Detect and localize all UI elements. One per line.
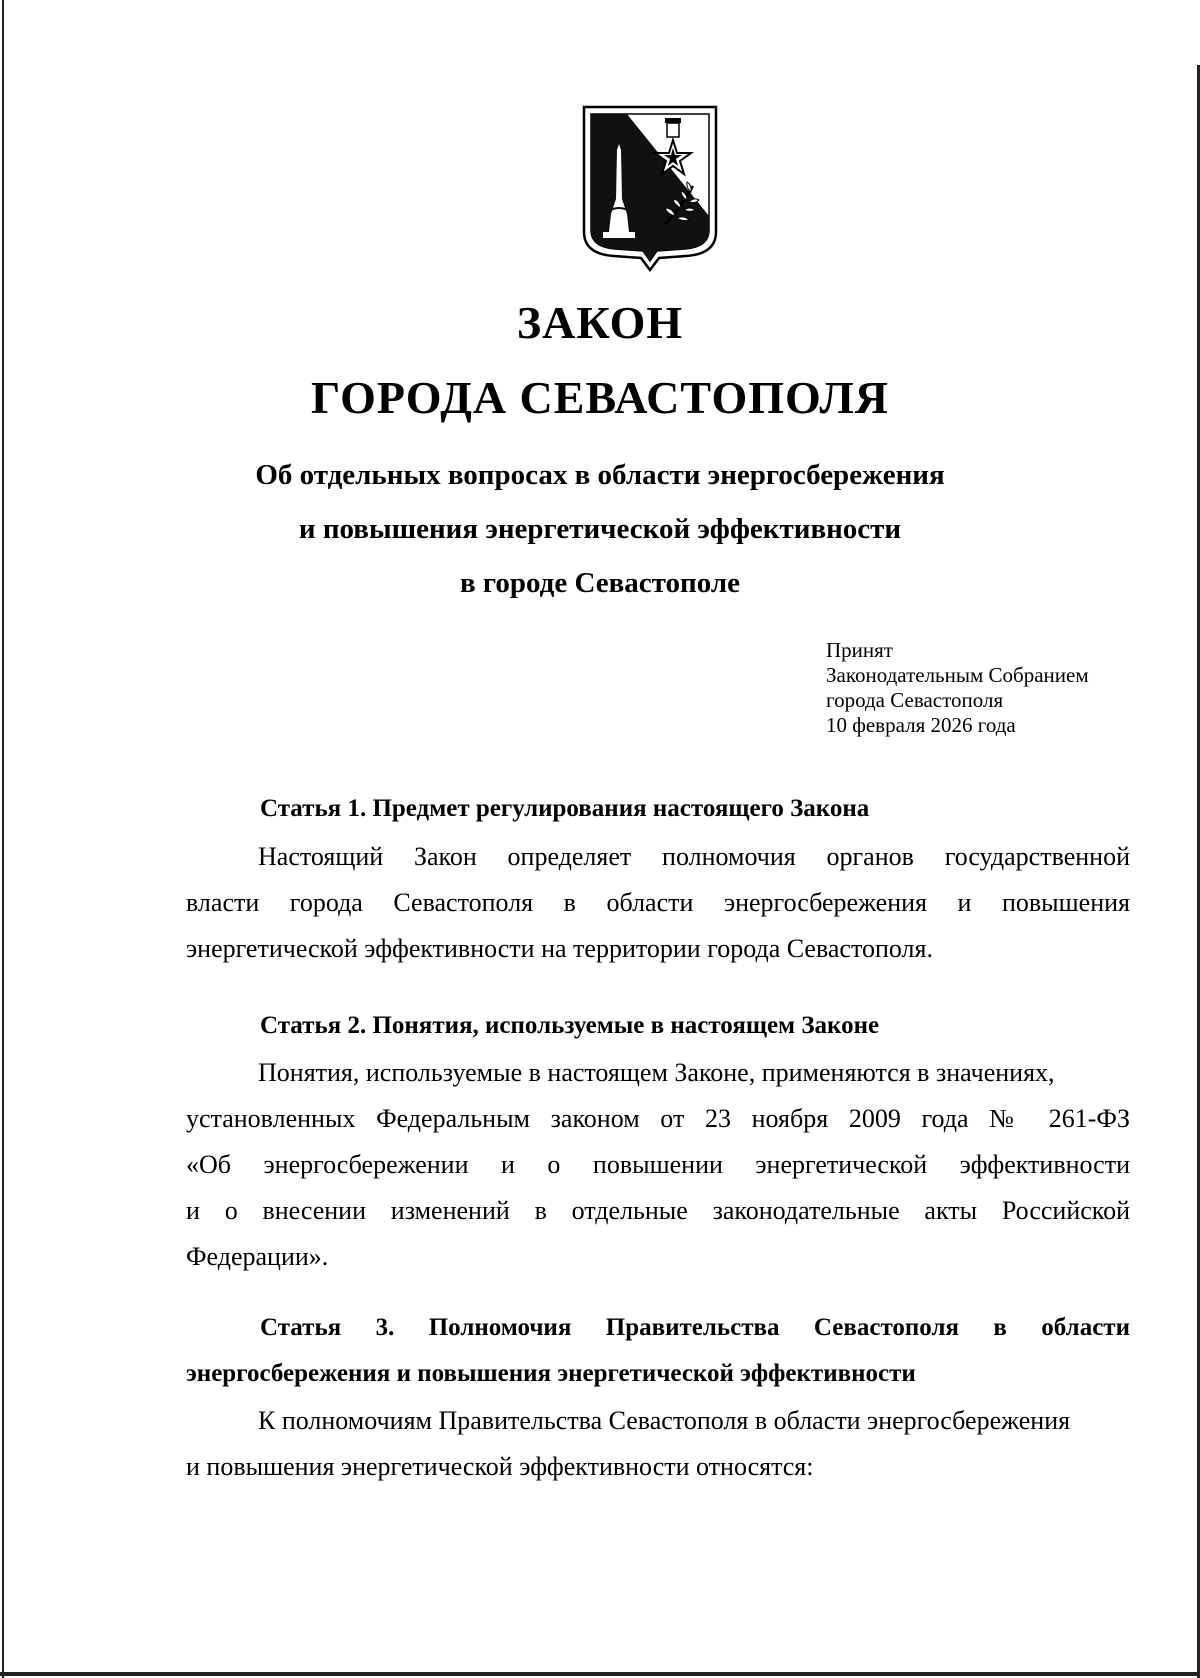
- paragraph-line: Настоящий Закон определяет полномочия органов государственной: [258, 842, 1130, 871]
- paragraph-line: установленных Федеральным законом от 23 ноября 2009 года № 261-ФЗ: [186, 1104, 1130, 1133]
- article-heading-line: Статья 1. Предмет регулирования настоящего Закона: [260, 795, 870, 822]
- coat-of-arms-icon: [581, 104, 719, 274]
- scan-bottom-edge: [0, 1672, 1200, 1676]
- adoption-line: города Севастополя: [826, 688, 1004, 712]
- scan-left-edge: [2, 0, 4, 1678]
- paragraph-line: «Об энергосбережении и о повышении энергетической эффективности: [186, 1150, 1130, 1179]
- law-subject-line-1: Об отдельных вопросах в области энергосбережения: [255, 459, 945, 491]
- article-2-body: [186, 1050, 1130, 1280]
- adoption-note: [826, 638, 1089, 738]
- paragraph-line: власти города Севастополя в области энергосбережения и повышения: [186, 888, 1130, 917]
- paragraph-line: и о внесении изменений в отдельные законодательные акты Российской: [186, 1196, 1130, 1225]
- law-subject-line-3: в городе Севастополе: [460, 567, 740, 599]
- article-1-body: [186, 834, 1130, 972]
- article-3-heading: [186, 1305, 1130, 1397]
- adoption-line: Принят: [826, 638, 893, 662]
- article-heading-line: энергосбережения и повышения энергетической эффективности: [186, 1360, 916, 1387]
- article-2-heading: [186, 1003, 1130, 1049]
- law-subject-line-2: и повышения энергетической эффективности: [298, 513, 902, 545]
- law-issuer-title: ГОРОДА СЕВАСТОПОЛЯ: [310, 372, 890, 423]
- article-heading-line: Статья 3. Полномочия Правительства Севастополя в области: [260, 1314, 1130, 1341]
- article-1-heading: [186, 786, 1130, 832]
- adoption-date: 10 февраля 2026 года: [826, 713, 1016, 737]
- article-3-body: [186, 1398, 1130, 1490]
- law-title: ЗАКОН: [516, 297, 684, 348]
- paragraph-line: Понятия, используемые в настоящем Законе, применяются в значениях,: [258, 1058, 1055, 1087]
- paragraph-line: энергетической эффективности на территории города Севастополя.: [186, 934, 933, 963]
- adoption-line: Законодательным Собранием: [826, 663, 1089, 687]
- paragraph-line: К полномочиям Правительства Севастополя в области энергосбережения: [258, 1406, 1071, 1435]
- article-heading-line: Статья 2. Понятия, используемые в настоящем Законе: [260, 1012, 880, 1039]
- paragraph-line: Федерации».: [186, 1242, 329, 1271]
- paragraph-line: и повышения энергетической эффективности относятся:: [186, 1452, 814, 1481]
